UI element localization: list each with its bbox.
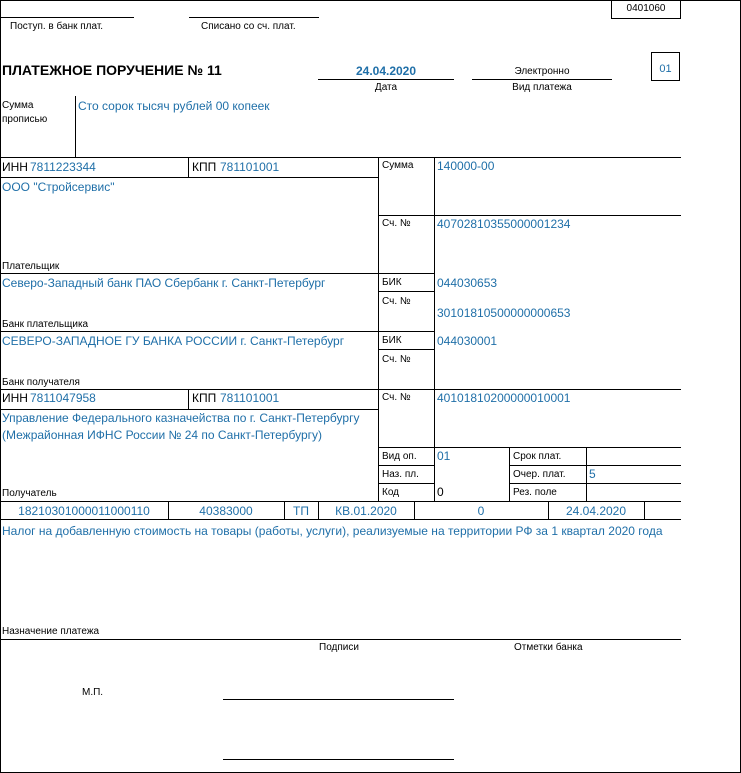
status-code: 01 (659, 63, 672, 75)
payer-bank-label: Банк плательщика (2, 319, 89, 330)
inn-kpp-divider (188, 389, 189, 409)
inn-kpp-divider (188, 157, 189, 177)
payer-bank-account: 30101810500000000653 (437, 306, 571, 320)
payee-label: Получатель (2, 488, 57, 499)
payer-inn: 7811223344 (30, 160, 96, 174)
payer-bank-bik-label: БИК (382, 277, 402, 288)
payee-inn: 7811047958 (30, 391, 96, 405)
details-divider (586, 447, 587, 501)
tax-period: КВ.01.2020 (335, 504, 397, 518)
payee-account: 40101810200000010001 (437, 391, 571, 405)
row-line (0, 501, 681, 502)
payer-bank-bik: 044030653 (437, 276, 498, 290)
code-value: 0 (437, 485, 444, 499)
row-line (378, 215, 681, 216)
row-line (0, 389, 681, 390)
column-divider-right (434, 157, 435, 501)
term-label: Срок плат. (513, 451, 562, 462)
payer-inn-label: ИНН (2, 160, 28, 174)
payer-label: Плательщик (2, 261, 60, 272)
code-label: Код (382, 487, 400, 498)
row-line (0, 519, 681, 520)
row-line (0, 409, 378, 410)
received-line (0, 17, 134, 18)
payment-type-line (472, 79, 612, 80)
payer-kpp-label: КПП (192, 160, 217, 174)
received-label: Поступ. в банк плат. (10, 21, 104, 32)
payer-sum: 140000-00 (437, 159, 495, 173)
payer-bank-name: Северо-Западный банк ПАО Сбербанк г. Санкт-Петербург (2, 276, 326, 290)
stamp-label: М.П. (82, 687, 104, 698)
row-line (509, 465, 681, 466)
signature-line-1 (223, 699, 454, 700)
payee-bank-bik: 044030001 (437, 334, 498, 348)
amount-words-label-2: прописью (2, 114, 48, 125)
payee-inn-label: ИНН (2, 391, 28, 405)
payer-name: ООО "Стройсервис" (2, 180, 115, 194)
form-code: 0401060 (626, 3, 666, 14)
payee-bank-label: Банк получателя (2, 377, 80, 388)
reserve-label: Рез. поле (513, 487, 557, 498)
row-line (0, 331, 434, 332)
payee-kpp-label: КПП (192, 391, 217, 405)
purpose-code-label: Наз. пл. (382, 469, 419, 480)
priority-label: Очер. плат. (513, 469, 566, 480)
payer-account-label: Сч. № (382, 218, 411, 229)
payer-sum-label: Сумма (382, 160, 414, 171)
purpose-text: Налог на добавленную стоимость на товары (работы, услуги), реализуемые на территории РФ за 1 квартал 2020 года (2, 524, 663, 538)
row-line (378, 349, 434, 350)
bank-marks-label: Отметки банка (514, 642, 583, 653)
amount-words-label-1: Сумма (2, 100, 34, 111)
purpose-label: Назначение платежа (2, 626, 100, 637)
payee-bank-bik-label: БИК (382, 335, 402, 346)
payee-name-line-1: Управление Федерального казначейства по г. Санкт-Петербургу (2, 411, 360, 425)
tax-divider (644, 501, 645, 519)
debited-label: Списано со сч. плат. (201, 21, 296, 32)
row-line (378, 291, 434, 292)
page-title: ПЛАТЕЖНОЕ ПОРУЧЕНИЕ № 11 (2, 62, 222, 78)
row-line (0, 177, 378, 178)
date-label: Дата (374, 82, 398, 93)
payment-type: Электронно (514, 66, 570, 77)
row-line (378, 447, 681, 448)
tax-doc-date: 24.04.2020 (565, 504, 627, 518)
amount-words-value: Сто сорок тысяч рублей 00 копеек (78, 99, 270, 113)
payment-type-label: Вид платежа (512, 82, 572, 93)
payee-account-label: Сч. № (382, 392, 411, 403)
row-line (0, 639, 681, 640)
tax-basis: ТП (293, 504, 309, 518)
row-line (509, 483, 681, 484)
debited-line (189, 17, 319, 18)
column-divider-left (378, 157, 379, 501)
tax-kbk: 18210301000011000110 (18, 504, 150, 518)
date-line (318, 79, 454, 80)
payee-kpp: 781101001 (220, 391, 280, 405)
priority-value: 5 (589, 467, 596, 481)
payer-bank-account-label: Сч. № (382, 296, 411, 307)
amount-words-divider (75, 96, 76, 157)
row-line (378, 465, 434, 466)
signature-line-2 (223, 759, 454, 760)
order-date: 24.04.2020 (355, 64, 417, 78)
tax-doc-number: 0 (477, 504, 485, 518)
payee-bank-account-label: Сч. № (382, 354, 411, 365)
payee-bank-name: СЕВЕРО-ЗАПАДНОЕ ГУ БАНКА РОССИИ г. Санкт-Петербург (2, 334, 345, 348)
row-line (0, 157, 681, 158)
payer-kpp: 781101001 (220, 160, 280, 174)
signatures-label: Подписи (319, 642, 359, 653)
payee-name-line-2: (Межрайонная ИФНС России № 24 по Санкт-Петербургу) (2, 428, 322, 442)
details-divider (509, 447, 510, 501)
tax-oktmo: 40383000 (199, 504, 253, 518)
row-line (378, 483, 434, 484)
payer-account: 40702810355000001234 (437, 217, 571, 231)
op-type: 01 (437, 449, 451, 463)
op-type-label: Вид оп. (382, 451, 417, 462)
row-line (0, 273, 434, 274)
